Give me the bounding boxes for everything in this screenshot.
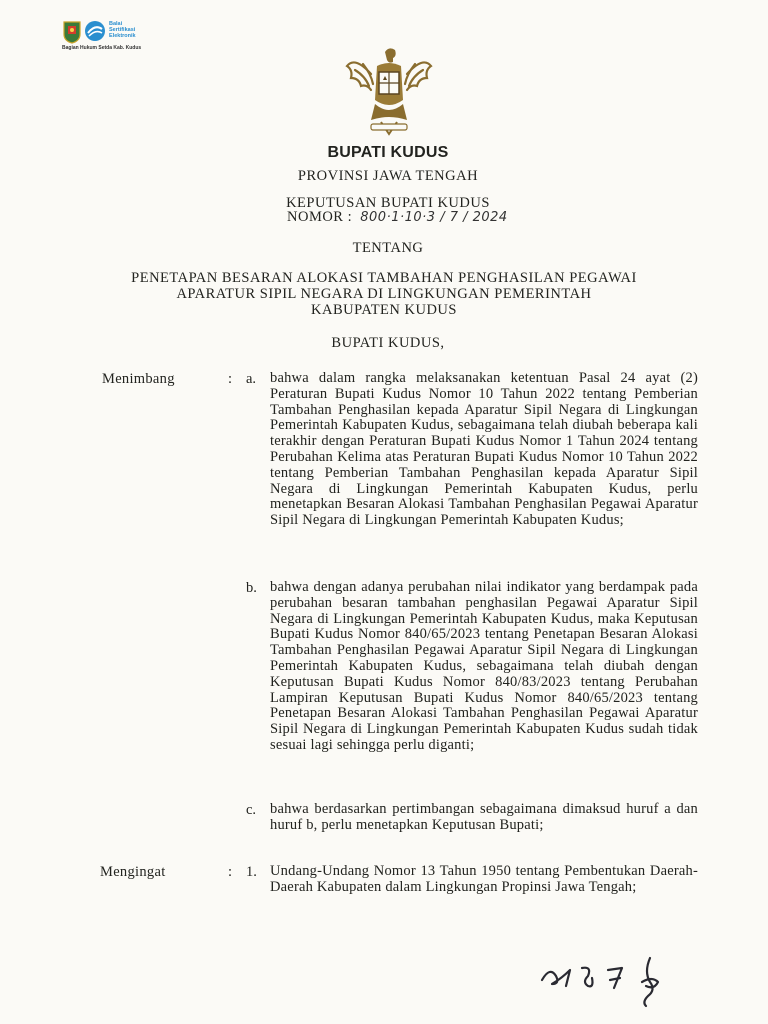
mengingat-label: Mengingat bbox=[100, 864, 166, 880]
bsre-logo-icon bbox=[84, 20, 106, 42]
subject-line: PENETAPAN BESARAN ALOKASI TAMBAHAN PENGHASILAN PEGAWAI bbox=[131, 270, 637, 286]
item-marker: b. bbox=[246, 580, 257, 596]
menimbang-label: Menimbang bbox=[102, 371, 175, 387]
number-label: NOMOR : bbox=[287, 209, 353, 225]
menimbang-item-c: bahwa berdasarkan pertimbangan sebagaimana dimaksud huruf a dan huruf b, perlu menetapkan Keputusan Bupati; bbox=[270, 801, 698, 833]
paraf-signature-icon bbox=[536, 952, 676, 1008]
garuda-emblem-icon bbox=[341, 44, 437, 138]
province-line: PROVINSI JAWA TENGAH bbox=[297, 168, 479, 184]
item-marker: c. bbox=[246, 802, 257, 818]
mengingat-colon: : bbox=[228, 864, 233, 880]
header-logos bbox=[62, 18, 172, 58]
decree-subject bbox=[0, 270, 768, 318]
mengingat-item-1: Undang-Undang Nomor 13 Tahun 1950 tentang Pembentukan Daerah-Daerah Kabupaten dalam Lingkungan Propinsi Jawa Tengah; bbox=[270, 863, 698, 895]
subject-line: KABUPATEN KUDUS bbox=[311, 302, 457, 318]
department-caption: Bagian Hukum Setda Kab. Kudus bbox=[62, 45, 142, 51]
number-value: 800·1·10·3 / 7 / 2024 bbox=[360, 210, 508, 225]
item-marker: a. bbox=[246, 371, 257, 387]
item-marker: 1. bbox=[246, 864, 257, 880]
about-label: TENTANG bbox=[352, 240, 424, 256]
regency-emblem-icon bbox=[62, 20, 82, 44]
menimbang-item-b: bahwa dengan adanya perubahan nilai indikator yang berdampak pada perubahan besaran tambahan penghasilan Pegawai Aparatur Sipil Negara di Lingkungan Pemerintah Kabupaten Kudus, maka Keputusan Bupati Kudus Nomor 840/65/2023 tentang Penetapan Besaran Alokasi Tambahan Penghasilan Pegawai Aparatur Sipil Negara di Lingkungan Pemerintah Kabupaten Kudus, sebagaimana telah diubah dengan Keputusan Bupati Kudus Nomor 840/83/2023 tentang Perubahan Lampiran Keputusan Bupati Kudus Nomor 840/65/2023 tentang Penetapan Besaran Alokasi Tambahan Penghasilan Pegawai Aparatur Sipil Negara di Lingkungan Pemerintah Kabupaten Kudus sudah tidak sesuai lagi sehingga perlu diganti; bbox=[270, 579, 698, 753]
decree-number bbox=[287, 209, 508, 226]
menimbang-colon: : bbox=[228, 371, 233, 387]
bsre-text: Balai Sertifikasi Elektronik bbox=[109, 21, 136, 39]
menimbang-item-a: bahwa dalam rangka melaksanakan ketentuan Pasal 24 ayat (2) Peraturan Bupati Kudus Nomor 10 Tahun 2022 tentang Pemberian Tambahan Penghasilan kepada Aparatur Sipil Negara di Lingkungan Pemerintah Kabupaten Kudus, sebagaimana telah diubah beberapa kali terakhir dengan Peraturan Bupati Kudus Nomor 1 Tahun 2024 tentang Perubahan Kelima atas Peraturan Bupati Kudus Nomor 10 Tahun 2022 tentang Pemberian Tambahan Penghasilan kepada Aparatur Sipil Negara di Lingkungan Pemerintah Kabupaten Kudus, perlu menetapkan Besaran Alokasi Tambahan Penghasilan Pegawai Aparatur Sipil Negara di Lingkungan Pemerintah Kabupaten Kudus; bbox=[270, 370, 698, 529]
issuer-line: BUPATI KUDUS, bbox=[331, 335, 445, 351]
decree-type: KEPUTUSAN BUPATI KUDUS bbox=[286, 195, 490, 211]
subject-line: APARATUR SIPIL NEGARA DI LINGKUNGAN PEMERINTAH bbox=[176, 286, 592, 302]
document-title: BUPATI KUDUS bbox=[327, 144, 449, 161]
